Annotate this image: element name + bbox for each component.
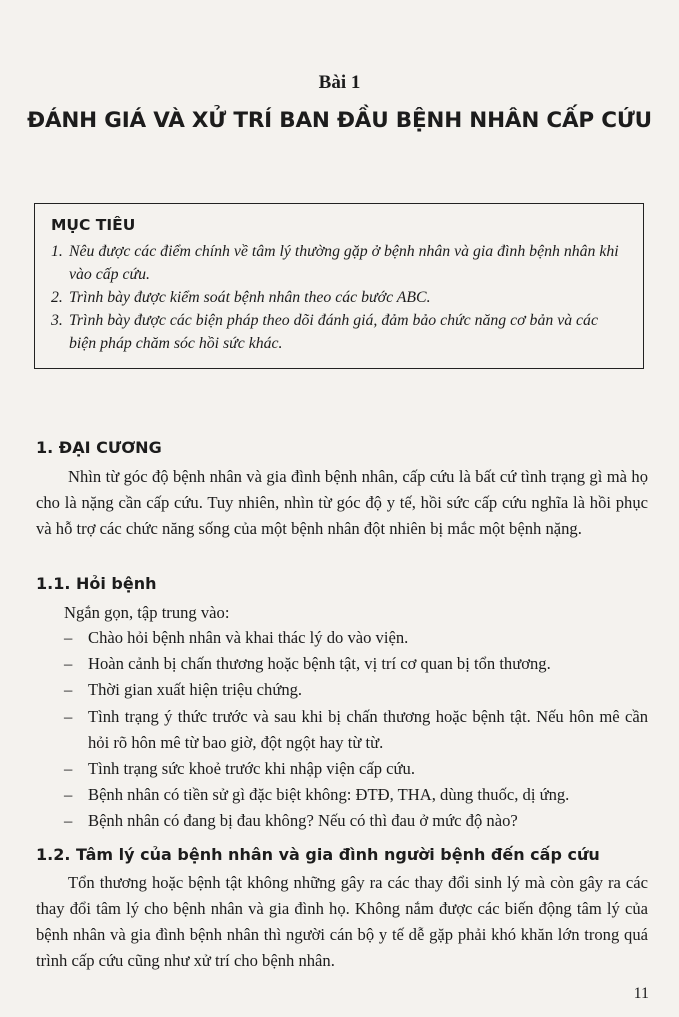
section-heading-1-2: 1.2. Tâm lý của bệnh nhân và gia đình người bệnh đến cấp cứu xyxy=(36,845,600,864)
section-heading-1-1: 1.1. Hỏi bệnh xyxy=(36,574,157,593)
section-1-2-paragraph: Tổn thương hoặc bệnh tật không những gây ra các thay đổi sinh lý mà còn gây ra các thay đổi tâm lý cho bệnh nhân và gia đình họ. Không nắm được các biến động tâm lý của bệnh nhân và gia đình bệnh nhân thì người cán bộ y tế dễ gặp phải khó khăn lớn trong quá trình cấp cứu cũng như xử trí cho bệnh nhân. xyxy=(36,873,648,970)
objective-number: 2. xyxy=(51,289,63,306)
dash-bullet: – xyxy=(64,706,73,726)
list-item-text: Thời gian xuất hiện triệu chứng. xyxy=(88,680,303,700)
list-item xyxy=(64,782,648,808)
objective-text: Trình bày được kiểm soát bệnh nhân theo các bước ABC. xyxy=(69,289,431,306)
list-item-text: Chào hỏi bệnh nhân và khai thác lý do vào viện. xyxy=(88,628,409,647)
objective-number: 3. xyxy=(51,312,63,329)
objective-text: Trình bày được các biện pháp theo dõi đánh giá, đảm bảo chức năng cơ bản và các biện pháp chăm sóc hồi sức khác. xyxy=(69,312,598,352)
objective-item xyxy=(51,286,629,309)
list-item-text: Tình trạng sức khoẻ trước khi nhập viện cấp cứu. xyxy=(88,759,415,779)
objective-number: 1. xyxy=(51,243,63,260)
objective-text: Nêu được các điểm chính về tâm lý thường gặp ở bệnh nhân và gia đình bệnh nhân khi vào cấp cứu. xyxy=(69,243,619,283)
dash-bullet: – xyxy=(64,759,73,779)
list-item xyxy=(64,625,648,651)
page-number: 11 xyxy=(633,985,649,1002)
objectives-heading: MỤC TIÊU xyxy=(51,216,136,234)
objectives-box xyxy=(34,203,644,369)
section-heading-1: 1. ĐẠI CƯƠNG xyxy=(36,438,162,457)
dash-bullet: – xyxy=(64,654,73,674)
objectives-list xyxy=(51,240,629,355)
dash-bullet: – xyxy=(64,680,73,700)
dash-bullet: – xyxy=(64,811,73,831)
objective-item xyxy=(51,240,629,286)
lesson-label: Bài 1 xyxy=(318,72,361,93)
list-item xyxy=(64,756,648,782)
page-title: ĐÁNH GIÁ VÀ XỬ TRÍ BAN ĐẦU BỆNH NHÂN CẤP CỨU xyxy=(27,108,652,133)
list-item xyxy=(36,704,648,756)
list-item-text: Bệnh nhân có tiền sử gì đặc biệt không: ĐTĐ, THA, dùng thuốc, dị ứng. xyxy=(88,785,570,805)
list-item xyxy=(64,677,648,703)
list-item xyxy=(64,808,648,834)
dash-bullet: – xyxy=(64,628,73,647)
objective-item xyxy=(51,309,629,355)
section-1-1-intro: Ngắn gọn, tập trung vào: xyxy=(64,603,230,622)
list-item-text: Bệnh nhân có đang bị đau không? Nếu có thì đau ở mức độ nào? xyxy=(88,811,518,831)
section-1-1-list xyxy=(64,625,648,835)
list-item-text: Hoàn cảnh bị chấn thương hoặc bệnh tật, vị trí cơ quan bị tổn thương. xyxy=(88,654,551,674)
list-item-text: Tình trạng ý thức trước và sau khi bị chấn thương hoặc bệnh tật. Nếu hôn mê cần hỏi rõ hôn mê từ bao giờ, đột ngột hay từ từ. xyxy=(88,706,648,752)
dash-bullet: – xyxy=(64,785,73,805)
list-item xyxy=(64,651,648,677)
section-1-paragraph: Nhìn từ góc độ bệnh nhân và gia đình bệnh nhân, cấp cứu là bất cứ tình trạng gì mà họ cho là nặng cần cấp cứu. Tuy nhiên, nhìn từ góc độ y tế, hồi sức cấp cứu nghĩa là hồi phục và hỗ trợ các chức năng sống của một bệnh nhân đột nhiên bị mắc một bệnh nặng. xyxy=(36,467,648,538)
